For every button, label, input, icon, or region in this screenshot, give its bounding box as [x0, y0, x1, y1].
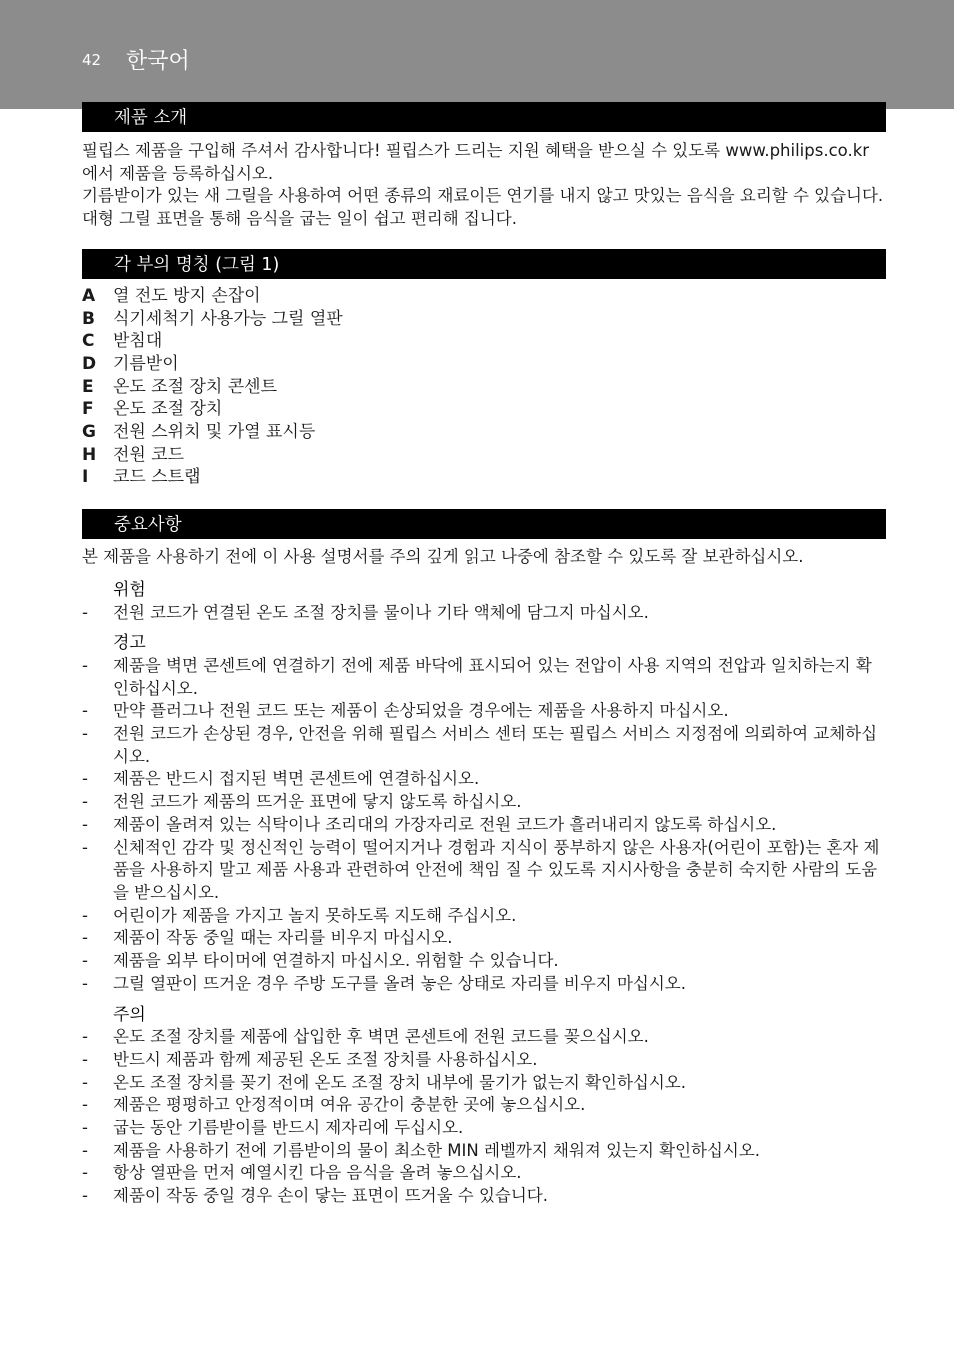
list-item-text: 제품을 외부 타이머에 연결하지 마십시오. 위험할 수 있습니다. — [113, 951, 559, 971]
caution-list — [82, 1026, 886, 1208]
part-label: 기름받이 — [113, 353, 179, 374]
bullet-dash: - — [82, 973, 88, 993]
list-item-text: 반드시 제품과 함께 제공된 온도 조절 장치를 사용하십시오. — [113, 1049, 538, 1069]
list-item-text: 온도 조절 장치를 제품에 삽입한 후 벽면 콘센트에 전원 코드를 꽂으십시오. — [113, 1027, 649, 1047]
list-item — [82, 353, 886, 376]
part-label: 온도 조절 장치 — [113, 399, 223, 420]
list-item — [82, 1162, 886, 1185]
caution-heading: 주의 — [113, 1004, 146, 1025]
page-header-bar — [0, 0, 954, 109]
part-label: 식기세척기 사용가능 그릴 열판 — [113, 308, 343, 329]
list-item-text: 온도 조절 장치를 꽂기 전에 온도 조절 장치 내부에 물기가 없는지 확인하십시오. — [113, 1072, 686, 1092]
list-item-text: 전원 코드가 연결된 온도 조절 장치를 물이나 기타 액체에 담그지 마십시오. — [113, 602, 649, 622]
parts-list — [82, 285, 886, 489]
section-heading-important: 중요사항 — [82, 509, 886, 539]
list-item — [82, 308, 886, 331]
bullet-dash: - — [82, 951, 88, 971]
list-item — [82, 285, 886, 308]
list-item — [82, 1117, 886, 1140]
part-letter: F — [82, 399, 94, 420]
list-item-text: 전원 코드가 제품의 뜨거운 표면에 닿지 않도록 하십시오. — [113, 792, 522, 812]
list-item — [82, 421, 886, 444]
bullet-dash: - — [82, 928, 88, 948]
list-item-text: 그릴 열판이 뜨거운 경우 주방 도구를 올려 놓은 상태로 자리를 비우지 마십시오. — [113, 973, 686, 993]
list-item — [82, 950, 886, 973]
part-label: 열 전도 방지 손잡이 — [113, 285, 261, 306]
list-item-text: 전원 코드가 손상된 경우, 안전을 위해 필립스 서비스 센터 또는 필립스 서비스 지정점에 의뢰하여 교체하십시오. — [113, 724, 878, 766]
list-item — [82, 466, 886, 489]
list-item-text: 제품을 벽면 콘센트에 연결하기 전에 제품 바닥에 표시되어 있는 전압이 사용 지역의 전압과 일치하는지 확인하십시오. — [113, 655, 872, 698]
language-title: 한국어 — [126, 49, 190, 74]
list-item — [82, 973, 886, 996]
bullet-dash: - — [82, 814, 88, 834]
list-item — [82, 1094, 886, 1117]
list-item — [82, 1049, 886, 1072]
list-item-text: 항상 열판을 먼저 예열시킨 다음 음식을 올려 놓으십시오. — [113, 1163, 522, 1183]
list-item — [82, 330, 886, 353]
list-item — [82, 905, 886, 928]
bullet-dash: - — [82, 1027, 88, 1047]
list-item — [82, 1185, 886, 1208]
bullet-dash: - — [82, 655, 88, 675]
list-item-text: 제품은 반드시 접지된 벽면 콘센트에 연결하십시오. — [113, 769, 480, 789]
part-letter: E — [82, 376, 94, 397]
warning-heading: 경고 — [113, 633, 146, 654]
bullet-dash: - — [82, 1186, 88, 1206]
part-letter: D — [82, 353, 97, 374]
bullet-dash: - — [82, 724, 88, 744]
bullet-dash: - — [82, 792, 88, 812]
part-letter: B — [82, 308, 95, 329]
list-item — [82, 814, 886, 837]
danger-heading: 위험 — [113, 579, 146, 600]
part-letter: C — [82, 331, 95, 352]
part-letter: H — [82, 444, 97, 465]
page-content — [82, 102, 886, 1208]
intro-paragraph: 기름받이가 있는 새 그릴을 사용하여 어떤 종류의 재료이든 연기를 내지 않고 맛있는 음식을 요리할 수 있습니다. 대형 그릴 표면을 통해 음식을 굽는 일이 쉽고 편리해 집니다. — [82, 186, 884, 229]
list-item — [82, 1072, 886, 1095]
bullet-dash: - — [82, 769, 88, 789]
list-item-text: 어린이가 제품을 가지고 놀지 못하도록 지도해 주십시오. — [113, 905, 517, 925]
list-item — [82, 444, 886, 467]
list-item-text: 제품이 작동 중일 경우 손이 닿는 표면이 뜨거울 수 있습니다. — [113, 1186, 548, 1206]
part-label: 전원 스위치 및 가열 표시등 — [113, 422, 316, 443]
list-item — [82, 723, 886, 768]
list-item — [82, 837, 886, 905]
list-item — [82, 791, 886, 814]
part-label: 받침대 — [113, 331, 163, 352]
list-item-text: 굽는 동안 기름받이를 반드시 제자리에 두십시오. — [113, 1118, 464, 1138]
list-item-text: 제품을 사용하기 전에 기름받이의 물이 최소한 MIN 레벨까지 채워져 있는지 확인하십시오. — [113, 1140, 761, 1160]
intro-paragraph: 필립스 제품을 구입해 주셔서 감사합니다! 필립스가 드리는 지원 혜택을 받으실 수 있도록 www.philips.co.kr에서 제품을 등록하십시오. — [82, 141, 870, 183]
list-item — [82, 398, 886, 421]
bullet-dash: - — [82, 1049, 88, 1069]
warning-list — [82, 655, 886, 996]
list-item-text: 제품은 평평하고 안정적이며 여유 공간이 충분한 곳에 놓으십시오. — [113, 1095, 586, 1115]
part-letter: G — [82, 422, 96, 443]
list-item — [82, 768, 886, 791]
list-item-text: 제품이 작동 중일 때는 자리를 비우지 마십시오. — [113, 928, 453, 948]
page-number: 42 — [82, 51, 102, 69]
bullet-dash: - — [82, 1140, 88, 1160]
bullet-dash: - — [82, 1163, 88, 1183]
list-item — [82, 655, 886, 700]
section-heading-parts: 각 부의 명칭 (그림 1) — [82, 249, 886, 279]
list-item-text: 제품이 올려져 있는 식탁이나 조리대의 가장자리로 전원 코드가 흘러내리지 않도록 하십시오. — [113, 814, 777, 834]
danger-list — [82, 602, 886, 625]
bullet-dash: - — [82, 905, 88, 925]
section-heading-intro: 제품 소개 — [82, 102, 886, 132]
list-item — [82, 602, 886, 625]
list-item — [82, 1140, 886, 1163]
bullet-dash: - — [82, 1118, 88, 1138]
part-label: 전원 코드 — [113, 444, 185, 465]
list-item — [82, 927, 886, 950]
bullet-dash: - — [82, 602, 88, 622]
part-label: 온도 조절 장치 콘센트 — [113, 376, 278, 397]
bullet-dash: - — [82, 837, 88, 857]
important-intro: 본 제품을 사용하기 전에 이 사용 설명서를 주의 깊게 읽고 나중에 참조할 수 있도록 잘 보관하십시오. — [82, 547, 804, 567]
bullet-dash: - — [82, 701, 88, 721]
list-item — [82, 1026, 886, 1049]
part-label: 코드 스트랩 — [113, 467, 201, 488]
list-item — [82, 700, 886, 723]
part-letter: I — [82, 467, 89, 488]
bullet-dash: - — [82, 1072, 88, 1092]
list-item-text: 신체적인 감각 및 정신적인 능력이 떨어지거나 경험과 지식이 풍부하지 않은 사용자(어린이 포함)는 혼자 제품을 사용하지 말고 제품 사용과 관련하여 안전에 책임 질 수 있도록 지시사항을 충분히 숙지한 사람의 도움을 받으십시오. — [113, 837, 880, 902]
part-letter: A — [82, 285, 96, 306]
list-item — [82, 376, 886, 399]
bullet-dash: - — [82, 1095, 88, 1115]
list-item-text: 만약 플러그나 전원 코드 또는 제품이 손상되었을 경우에는 제품을 사용하지 마십시오. — [113, 701, 729, 721]
